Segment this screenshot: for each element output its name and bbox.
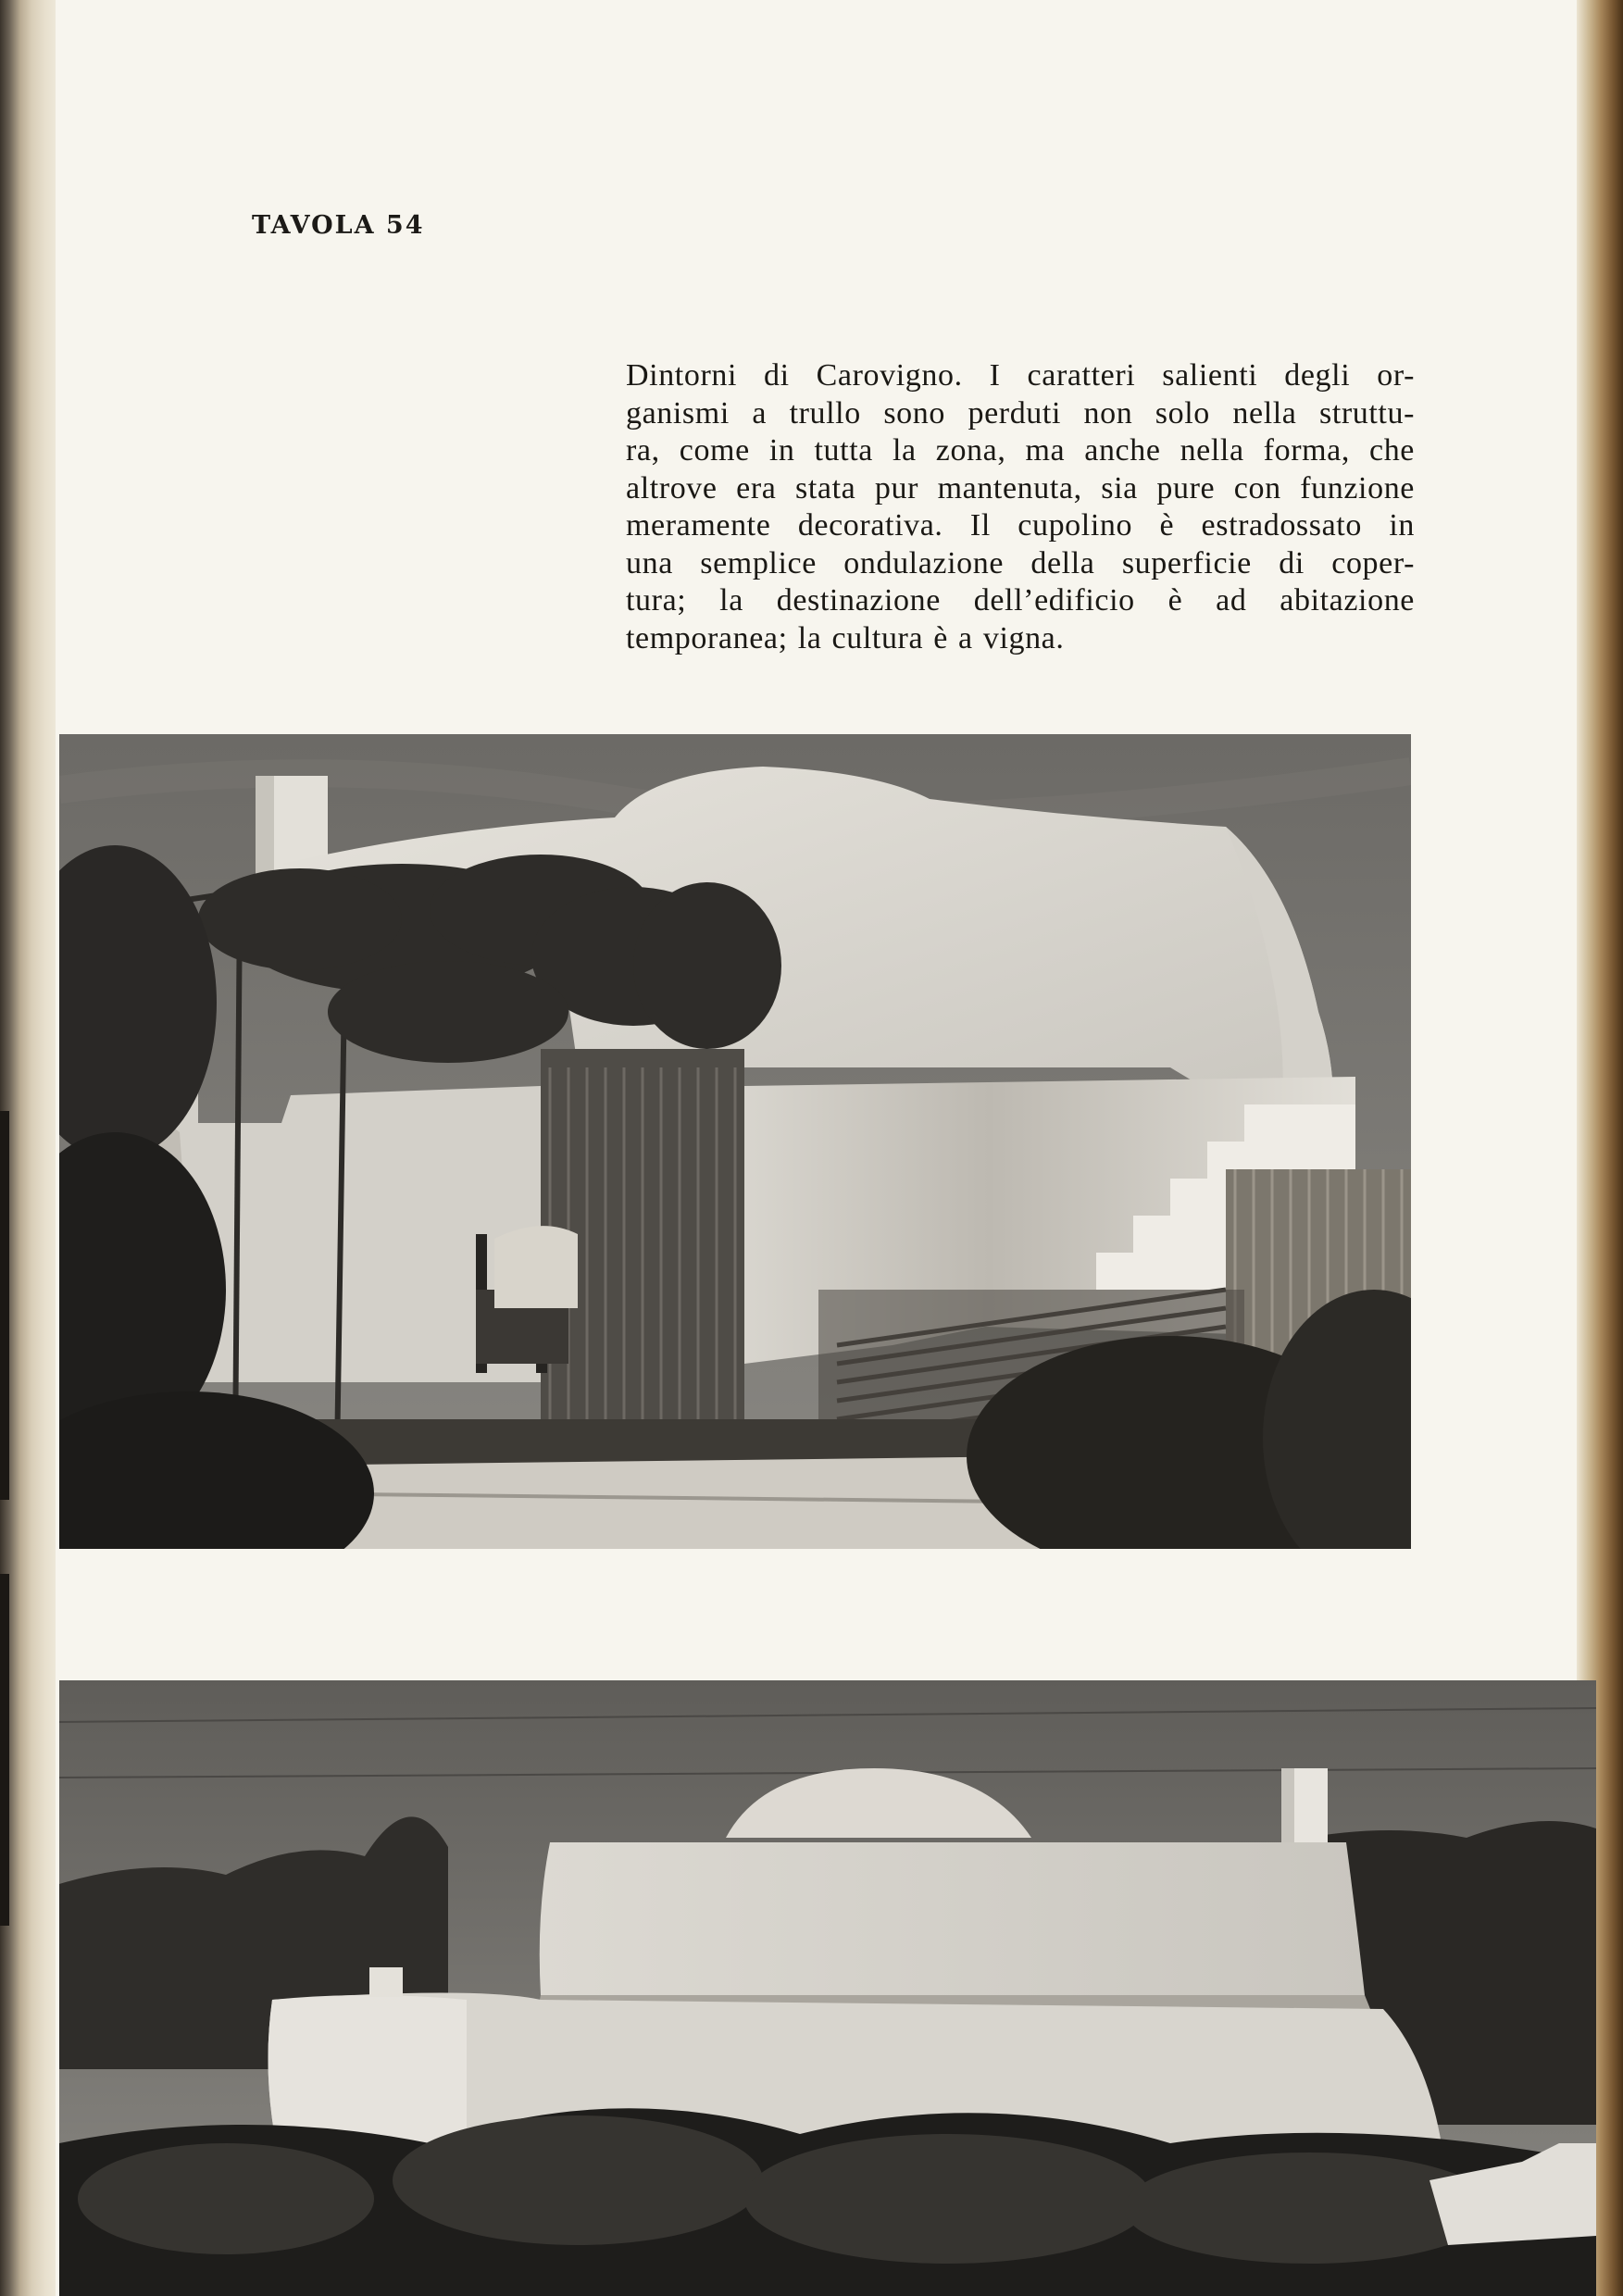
caption-line: Dintorni di Carovigno. I caratteri salienti degli or-	[626, 358, 1415, 393]
plate-label: TAVOLA 54	[252, 211, 425, 240]
photo-trullo-pergola	[59, 734, 1411, 1549]
caption-line: una semplice ondulazione della superficie di coper-	[626, 545, 1415, 580]
caption-line: altrove era stata pur mantenuta, sia pure con funzione	[626, 470, 1415, 505]
caption-line: meramente decorativa. Il cupolino è estradossato in	[626, 508, 1415, 543]
caption-text	[626, 357, 1415, 657]
caption-line: tura; la destinazione dell’edificio è ad abitazione	[626, 583, 1415, 618]
caption-line: ra, come in tutta la zona, ma anche nella forma, che	[626, 433, 1415, 468]
caption-line: ganismi a trullo sono perduti non solo nella struttu-	[626, 395, 1415, 430]
photo-trullo-dome	[59, 1680, 1596, 2296]
caption-line: temporanea; la cultura è a vigna.	[626, 620, 1065, 655]
